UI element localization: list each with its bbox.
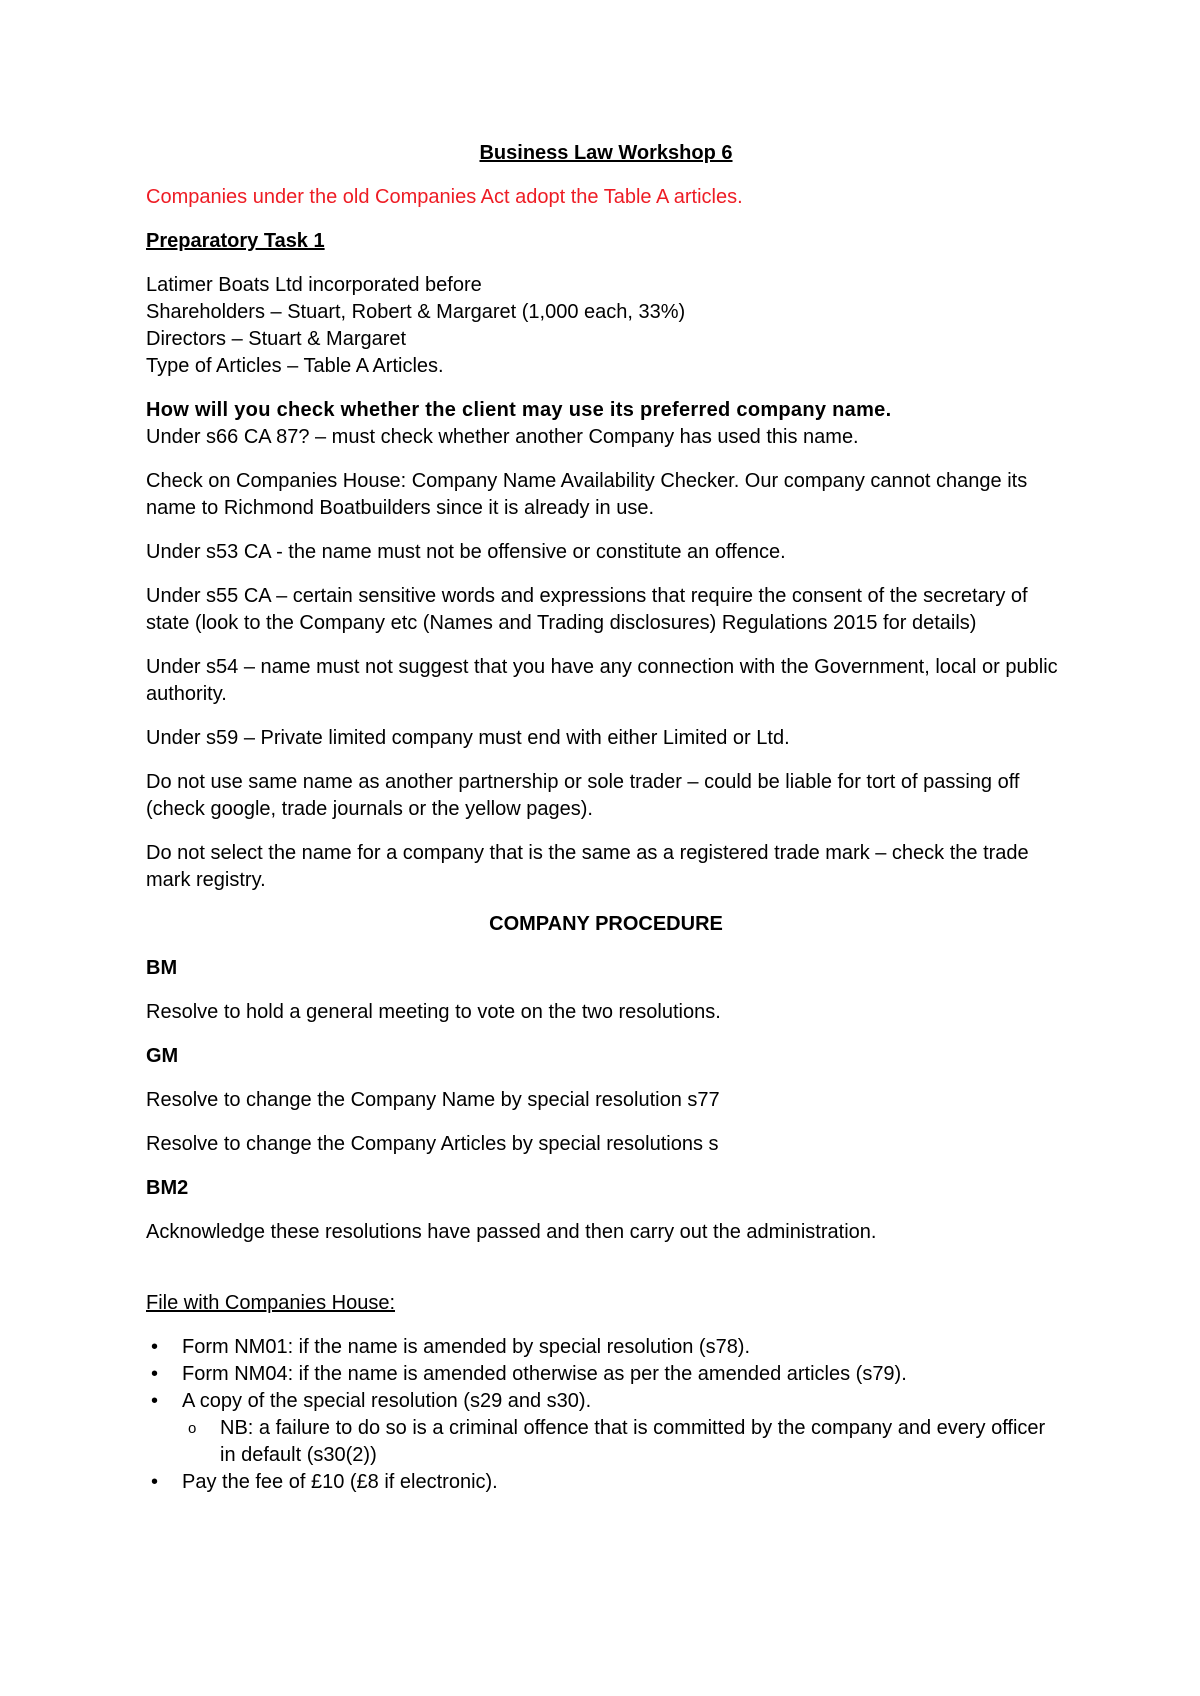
filing-list xyxy=(146,1334,1066,1496)
gm-item: Resolve to change the Company Articles by special resolutions s xyxy=(146,1133,719,1155)
bullet-icon: • xyxy=(151,1390,159,1412)
paragraph: Under s59 – Private limited company must end with either Limited or Ltd. xyxy=(146,727,790,749)
list-item xyxy=(146,1361,1066,1388)
paragraph: Do not select the name for a company that is the same as a registered trade mark – check the trade mark registry. xyxy=(146,842,1029,891)
list-item-text: Form NM04: if the name is amended otherwise as per the amended articles (s79). xyxy=(182,1363,907,1385)
list-item xyxy=(146,1388,1066,1469)
question-block xyxy=(146,397,1066,451)
list-item-text: Pay the fee of £10 (£8 if electronic). xyxy=(182,1471,498,1493)
intro-note: Companies under the old Companies Act adopt the Table A articles. xyxy=(146,186,743,208)
question-answer: Under s66 CA 87? – must check whether another Company has used this name. xyxy=(146,426,859,448)
fact-line: Type of Articles – Table A Articles. xyxy=(146,355,444,377)
fact-line: Shareholders – Stuart, Robert & Margaret (1,000 each, 33%) xyxy=(146,301,686,323)
list-item xyxy=(146,1334,1066,1361)
spacer xyxy=(146,1246,1066,1290)
gm-label: GM xyxy=(146,1045,179,1067)
fact-line: Directors – Stuart & Margaret xyxy=(146,328,407,350)
bm2-text: Acknowledge these resolutions have passed and then carry out the administration. xyxy=(146,1221,877,1243)
sub-list-item xyxy=(146,1415,1066,1469)
paragraph: Under s55 CA – certain sensitive words and expressions that require the consent of the secretary of state (look to the Company etc (Names and Trading disclosures) Regulations 2015 for details) xyxy=(146,585,1028,634)
sub-list xyxy=(182,1415,1066,1469)
bullet-icon: • xyxy=(151,1336,159,1358)
list-item-text: A copy of the special resolution (s29 and s30). xyxy=(182,1390,592,1412)
case-facts xyxy=(146,272,1066,380)
document-title: Business Law Workshop 6 xyxy=(479,142,733,164)
filing-label: File with Companies House: xyxy=(146,1292,395,1314)
bullet-icon: • xyxy=(151,1471,159,1493)
paragraph: Do not use same name as another partnership or sole trader – could be liable for tort of passing off (check google, trade journals or the yellow pages). xyxy=(146,771,1020,820)
paragraph: Check on Companies House: Company Name Availability Checker. Our company cannot change its name to Richmond Boatbuilders since it is already in use. xyxy=(146,470,1028,519)
bullet-icon: • xyxy=(151,1363,159,1385)
list-item xyxy=(146,1469,1066,1496)
list-item-text: Form NM01: if the name is amended by special resolution (s78). xyxy=(182,1336,751,1358)
task-heading: Preparatory Task 1 xyxy=(146,230,325,252)
question-heading: How will you check whether the client may use its preferred company name. xyxy=(146,399,892,421)
procedure-heading: COMPANY PROCEDURE xyxy=(489,913,723,935)
bm-label: BM xyxy=(146,957,178,979)
fact-line: Latimer Boats Ltd incorporated before xyxy=(146,274,482,296)
document-page xyxy=(146,140,1066,1496)
paragraph: Under s54 – name must not suggest that you have any connection with the Government, local or public authority. xyxy=(146,656,1058,705)
sub-list-item-text: NB: a failure to do so is a criminal offence that is committed by the company and every officer in default (s30(2)) xyxy=(220,1417,1046,1466)
bm-text: Resolve to hold a general meeting to vote on the two resolutions. xyxy=(146,1001,721,1023)
gm-item: Resolve to change the Company Name by special resolution s77 xyxy=(146,1089,720,1111)
sub-bullet-icon: o xyxy=(188,1420,197,1437)
paragraph: Under s53 CA - the name must not be offensive or constitute an offence. xyxy=(146,541,786,563)
bm2-label: BM2 xyxy=(146,1177,189,1199)
